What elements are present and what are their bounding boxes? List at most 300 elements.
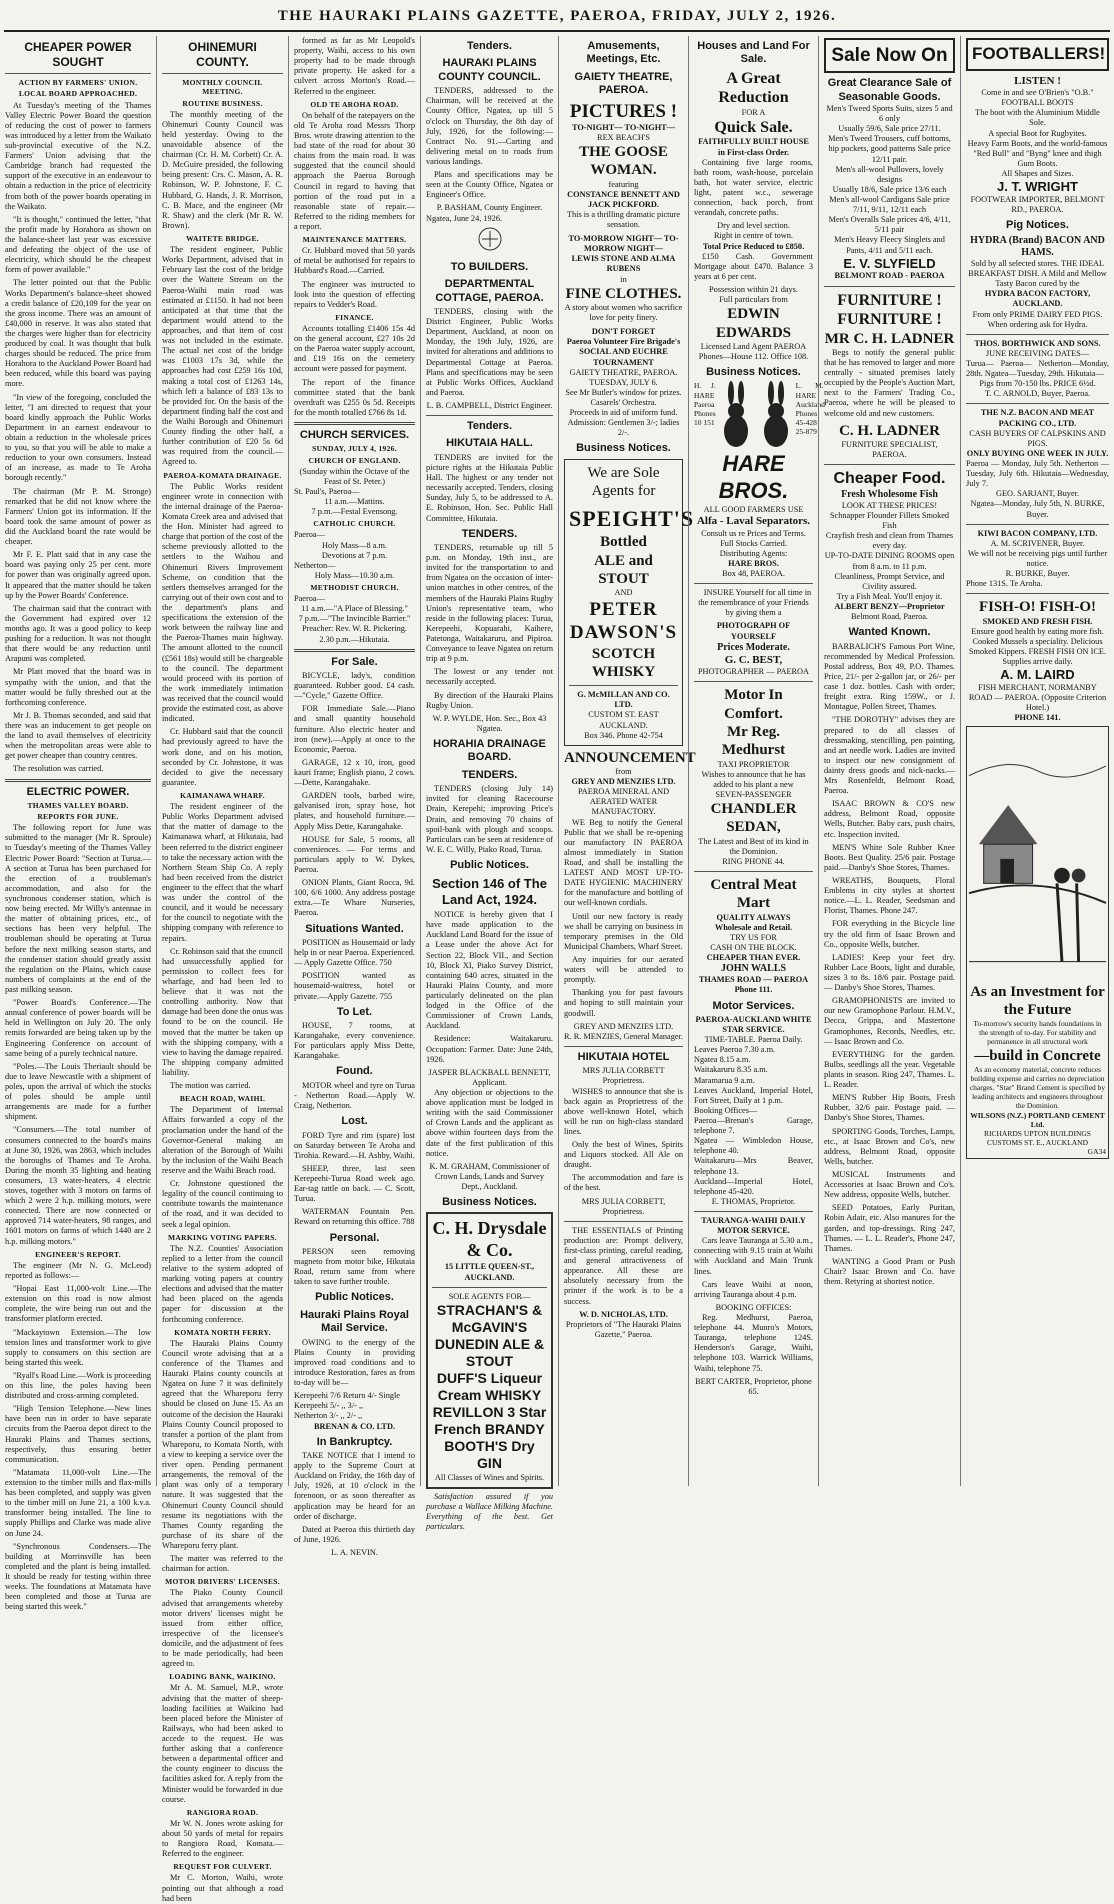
classified-ad: LADIES! Keep your feet dry. Rubber Lace Boots, light and durable, sizes 3 to 8s. 18/6 pair. Postage paid. — Danby's Shoe Stores, Thames. bbox=[824, 952, 955, 993]
subhead: KOMATA NORTH FERRY. bbox=[174, 1327, 271, 1337]
classified-ad: SPORTING Goods, Torches, Lamps, etc., at Isaac Brown and Co's, new address, Belmont Road, opposite Wells, butcher. bbox=[824, 1126, 955, 1166]
paragraph: The following report for June was submitted to the manager (Mr R. Sproule) to Tuesday's meeting of the Thames Valley Electric Power Board: "Section at Turua.—A section at Turua has been purchased for the erection of a troubleman's accommodation, and also for the synchronous condenser station, which is now being erected. Mr Willy's antennae in the matter of obtaining prices, etc., of sections has been very helpful. The troubleman should be operating at Turua before the next milking season starts, and the condenser station should greatly assist the regulation on the Plains, which cause numbers of complaints at the end of the past milking season. bbox=[5, 823, 151, 994]
drysdale-product: DUFF'S Liqueur Cream WHISKY bbox=[436, 1370, 543, 1404]
tender-text: TENDERS are invited for the picture rights at the Hikutaia Public Hall. The highest or any tender not necessarily accepted. Tenders, closing Sunday, July 5, to be addressed to A. E. Robinson, Hon. Sec. Public Hall Committee, Hikutaia. bbox=[426, 452, 553, 523]
sale-item: Men's Overalls Sale prices 4/6, 4/11, 5/11 pair bbox=[828, 215, 951, 235]
section-pig-notices: Pig Notices. bbox=[1006, 219, 1069, 232]
service-line: Paeroa—Brenan's Garage, telephone 7. bbox=[694, 1116, 813, 1136]
hare-line: Consult us re Prices and Terms. bbox=[701, 528, 806, 538]
sale-item: Men's all-wool Pullovers, lovely designs bbox=[835, 164, 944, 184]
subhead: CHURCH OF ENGLAND. bbox=[308, 455, 401, 465]
photo-line: PHOTOGRAPHER — PAEROA bbox=[697, 667, 810, 677]
church-line: Preacher: Rev. W. R. Pickering. bbox=[302, 624, 407, 634]
paragraph: Accounts totalling £1406 15s 4d on the general account, £27 10s 2d on the Paeroa water supply account, and £19 16s on the cemetery account were passed for payment. bbox=[294, 324, 415, 374]
ladner-line: FURNITURE SPECIALIST, PAEROA. bbox=[841, 439, 938, 460]
paragraph: "It is thought," continued the letter, "that the profit made by Horahora as shown on the balance-sheet last year was excessive and defeating the object of the use of electricity, which should be the cheapest form of power available." bbox=[5, 214, 151, 275]
meat-line: THAMES ROAD — PAEROA Phone 111. bbox=[698, 975, 809, 995]
photo-line: INSURE Yourself for all time in the remembrance of your Friends by giving them a bbox=[698, 588, 812, 618]
mcmillan-address: CUSTOM ST. EAST AUCKLAND. bbox=[588, 710, 659, 730]
classified-ad: BARBALICH'S Famous Port Wine, recommended by Medical Profession. Postal address, Box 49, P.O. Thames. Price, 21/- per 2-gallon jar, or 26/- per case 1 doz. bottles. Cash with order; freight extra. Ring 159W., or J. Montague, Pollen Street, Thames. bbox=[824, 641, 955, 712]
church-line: 7 p.m.—Festal Evensong. bbox=[311, 507, 398, 517]
classified-ad: WATERMAN Fountain Pen. Reward on returning this office. 788 bbox=[294, 1207, 415, 1227]
fish-line: PHONE 141. bbox=[1014, 713, 1061, 723]
photo-line: G. C. BEST, bbox=[724, 653, 783, 666]
classified-ad: EVERYTHING for the garden. Bulbs, seedlings all the year. Vegetable plants in season. Ring 247, Thames. L. L. Reader. bbox=[824, 1049, 955, 1090]
section-houses-land: Houses and Land For Sale. bbox=[697, 40, 810, 66]
paragraph: "Consumers.—The total number of consumers connected to the board's mains at June 30, 1926, was 2863, which includes the boroughs of Thames and Te Aroha. During the month 35 lighting and heating consumers, 13 water-heaters, 4 electric stoves, together with 3 motors on farms of which 2 were 2 h.p. milking motors, were connected. There are now connected or approved 714 water-heaters, 98 ranges, and 1601 motors on farms of which 1440 are 2 h.p. milking motors." bbox=[5, 1125, 151, 1246]
notice-signature: L. A. NEVIN. bbox=[331, 1548, 378, 1558]
service-line: Maramarua 9 a.m. bbox=[694, 1075, 755, 1085]
fish-line: LOOK AT THESE PRICES! bbox=[841, 500, 938, 510]
classified-ad: MUSICAL Instruments and Accessories at Isaac Brown and Co's. New address, opposite Wells, butcher. bbox=[824, 1169, 955, 1200]
paragraph: The Piako County Council advised that arrangements whereby motor drivers' licenses might be issued from either office, irrespective of the licensee's domicile, and the adjustment of fees to be made periodically, had been agreed to. bbox=[162, 1588, 283, 1669]
subhead: LOCAL BOARD APPROACHED. bbox=[18, 89, 138, 99]
tender-heading: TO BUILDERS. bbox=[450, 260, 529, 273]
subhead: THAMES VALLEY BOARD. bbox=[27, 800, 129, 810]
theatre-line: LEWIS STONE AND ALMA RUBENS bbox=[571, 254, 676, 274]
meat-heading: Central Meat Mart bbox=[710, 876, 797, 912]
divider bbox=[162, 73, 283, 74]
tender-signature: P. BASHAM, County Engineer. bbox=[436, 203, 543, 213]
theatre-line: This is a thrilling dramatic picture sensation. bbox=[566, 209, 681, 230]
section-motor-services: Motor Services. bbox=[712, 999, 795, 1012]
divider bbox=[966, 593, 1109, 594]
pig-line: JUNE RECEIVING DATES— bbox=[985, 348, 1090, 358]
divider bbox=[694, 583, 813, 584]
paragraph: "Poles.—The Louis Theriault should be due to leave Newcastle with a shipment of poles, upon the arrival of which the stocks of poles should be ample until arrangements are made for a further shipment. bbox=[5, 1061, 151, 1122]
divider bbox=[294, 649, 415, 652]
classified-ad: MEN'S White Sole Rubber Knee Boots. Best Quality. 25/6 pair. Postage paid.—Danby's Shoe Stores, Thames. bbox=[824, 842, 955, 872]
classified-ad: WANTING a Good Pram or Push Chair? Isaac Brown and Co. have them. Retyring at shortest notice. bbox=[824, 1256, 955, 1287]
service-heading: TAURANGA-WAIHI DAILY MOTOR SERVICE. bbox=[701, 1215, 806, 1236]
subhead: PAEROA-KOMATA DRAINAGE. bbox=[163, 470, 282, 480]
tender-text: TENDERS, addressed to the Chairman, will be received at the County Office, Ngatea, up till 5 o'clock on Thursday, the 8th day of July, 1926, for the following:—Contract No. 91.—Carting and delivering metal on to roads from various landings. bbox=[426, 86, 553, 166]
section-public-notices: Public Notices. bbox=[450, 859, 529, 871]
service-line: BOOKING OFFICES: bbox=[715, 1302, 792, 1312]
theatre-line: REX BEACH'S bbox=[597, 132, 650, 142]
notice-text: NOTICE is hereby given that I have made application to the Auckland Land Board for the issue of a Lease under the above Act for Section 22, Block VII., and Section 10, Block XI, Piako Survey District, containing 640 acres, situated in the Hauraki Plains County, and more particularly delineated on the plan lodged in the Office of the Commissioner of Crown Lands, Auckland. bbox=[426, 910, 553, 1031]
drysdale-address: 15 LITTLE QUEEN-ST., AUCKLAND. bbox=[444, 1262, 535, 1282]
fish-line: SMOKED AND FRESH FISH. bbox=[982, 616, 1093, 626]
classified-ad: ISAAC BROWN & CO'S new address, Belmont Road, opposite Wells, Butcher. Baby cars, push chairs, etc. Inspection invited. bbox=[824, 799, 955, 839]
service-line: Ngatea 8.15 a.m. bbox=[694, 1055, 751, 1065]
meat-line: CHEAPER THAN EVER. bbox=[706, 952, 801, 962]
fish-line: Cooked Mussels a speciality. Delicious Smoked Kippers. FRESH FISH ON ICE. Supplies arrive daily. bbox=[968, 636, 1107, 666]
church-line: Holy Mass—10.30 a.m. bbox=[314, 570, 395, 580]
paragraph: Mr J. B. Thomas seconded, and said that there was an inducement to get people on the land to avail themselves of electricity when the metropolitan areas were able to get power cheaper than country centres. bbox=[5, 710, 151, 761]
notice-signature: MRS JULIA CORBETT, Proprietress. bbox=[581, 1196, 666, 1216]
column-8 bbox=[960, 36, 1114, 1486]
furniture-heading: FURNITURE ! bbox=[837, 291, 942, 309]
notice-text: THE ESSENTIALS of Printing production are: Prompt delivery, first-class printing, careful reading, and general attractiveness of appearance. All these are absolutely necessary from the printer if the work is to be a success. bbox=[564, 1225, 683, 1306]
film-title: THE GOOSE WOMAN. bbox=[579, 144, 668, 179]
hare-line: Alfa - Laval Separators. bbox=[696, 515, 811, 528]
pig-line: CASH BUYERS OF CALPSKINS AND PIGS. bbox=[969, 428, 1106, 448]
motor-line: RING PHONE 44. bbox=[722, 856, 785, 866]
pictures-heading: PICTURES ! bbox=[569, 100, 678, 122]
royal-mail-heading: Hauraki Plains Royal Mail Service. bbox=[300, 1308, 409, 1335]
church-line: St. Paul's, Paeroa— bbox=[294, 486, 360, 496]
pig-line: KIWI BACON COMPANY, LTD. bbox=[977, 528, 1098, 538]
classified-ad: SEED Potatoes, Early Puritan, Robin Adair, etc. Also manures for the garden, and top-dressings. Ring 247, Thames. — L. L. Reader's, Phone 247, Thames. bbox=[824, 1203, 955, 1253]
masthead: THE HAURAKI PLAINS GAZETTE, PAEROA, FRIDAY, JULY 2, 1926. bbox=[277, 8, 837, 24]
paragraph: The resident engineer, Public Works Department, advised that in February last the cost of the bridge over the Waitete Stream on the Paeroa-Waihi main road was estimated at £1150. It had not been anticipated at that time that the department would attend to the approaches, and that item of cost was not included in the estimate. The actual net cost of the bridge was £1003 17s 3d, while the approaches had cost £259 16s 10d, making a total cost of £1263 14s, which left a balance of £83 13s to be provided for. On the basis of the department finding half the cost and the Waihi Borough and Ohinemuri County finding the other half, a further contribution of £20 5s 6d was required from the council.—Agreed to. bbox=[162, 245, 283, 467]
sale-heading: Sale Now On bbox=[824, 38, 955, 73]
reduction-line: FAITHFULLY BUILT HOUSE in First-class Order. bbox=[698, 137, 809, 157]
photo-line: PHOTOGRAPH OF YOURSELF bbox=[716, 621, 791, 641]
paragraph: Cr. Robinson said that the council had unsuccessfully applied for permission to collect fees for wharfage, and had been led to believe that it was not the controlling authority. Now that damage had been done the onus was found to be on the council. He moved that the matter be taken up with the shipping company, with a view to having the damage repaired. The shipping company admitted liability. bbox=[162, 946, 283, 1077]
church-line: (Sunday within the Octave of the Feast of St. Peter.) bbox=[299, 466, 410, 486]
column-5 bbox=[558, 36, 696, 1486]
notice-text: WE Beg to notify the General Public that we shall be re-opening our manufactory IN PAEROA almost immediately in Station Road, and shall be installing the LATEST AND MOST UP-TO-DATE HYGIENIC MACHINERY for the manufacture and bottling of our well-known cordials. bbox=[564, 817, 683, 908]
pig-line: R. BURKE, Buyer. bbox=[1005, 569, 1070, 579]
section-tenders: Tenders. bbox=[466, 420, 513, 433]
service-line: Leaves Auckland, Imperial Hotel, Fort Street, Daily at 1 p.m. bbox=[694, 1085, 813, 1105]
photo-line: Prices Moderate. bbox=[717, 641, 790, 653]
notice-text: Dated at Paeroa this thirtieth day of June, 1926. bbox=[294, 1524, 415, 1544]
section-personal: Personal. bbox=[329, 1231, 380, 1244]
sale-item: Men's Tweed Trousers, cuff bottoms, hip pockets, good patterns Sale price 12/11 pair. bbox=[828, 134, 951, 164]
theatre-line: in bbox=[620, 274, 627, 284]
fish-line: UP-TO-DATE DINING ROOMS open from 8 a.m. to 11 p.m. bbox=[824, 551, 955, 571]
hare-line: Distributing Agents: bbox=[719, 548, 788, 558]
paragraph: At Tuesday's meeting of the Thames Valley Electric Power Board the question of reducing the cost of power to farmers was introduced by a letter from the Waikato sub-provincial executive of the N.Z. Farmers' Union advising that the Cambridge branch had requested the support of the executive in an endeavour to obtain a reduction in the price of electricity from both of the power boards operating in the Waikato. bbox=[5, 100, 151, 211]
divider bbox=[569, 685, 678, 686]
subhead: ENGINEER'S REPORT. bbox=[35, 1249, 121, 1259]
divider bbox=[824, 464, 955, 465]
announcement-line: PAEROA MINERAL AND AERATED WATER MANUFACTORY. bbox=[577, 787, 670, 817]
paragraph: The resident engineer of the Public Works Department advised that the matter of damage to the Kaimanawa wharf, at Hikutaia, had been referred to the district engineer to take the necessary action with the Northern Steam Ship Co. A reply had been received from the district engineer to the effect that the wharf was under the control of the council, and it would be necessary for the council to negotiate with the shipping company with reference to repairs. bbox=[162, 802, 283, 943]
notice-text: Begs to notify the general public that he has removed to larger and more centrally - situated premises lately occupied by the People's Auction Mart, next to the Farmers' Trading Co., Paeroa, where he will be pleased to welcome old and new customers. bbox=[824, 347, 955, 418]
subhead: METHODIST CHURCH. bbox=[310, 582, 399, 592]
divider bbox=[966, 524, 1109, 525]
motor-line: Wishes to announce that he has added to his plant a new bbox=[701, 769, 806, 789]
classified-ad: HOUSE, 7 rooms, at Karangahake, every convenience. For particulars apply Miss Dette, Karangahake. bbox=[294, 1021, 415, 1061]
notice-signature: W. D. NICHOLAS, LTD. bbox=[579, 1309, 668, 1319]
motor-line: TAXI PROPRIETOR bbox=[717, 759, 790, 769]
tender-signature: L. B. CAMPBELL, District Engineer. bbox=[426, 400, 553, 410]
pig-line: Pigs from 70-150 lbs. PRICE 6½d. bbox=[979, 379, 1096, 389]
meat-line: QUALITY ALWAYS bbox=[716, 912, 791, 922]
service-line: Ngatea — Wimbledon House, telephone 40. bbox=[694, 1136, 813, 1156]
fish-line: ALBERT BENZY—Proprietor bbox=[834, 602, 945, 611]
pig-line: T. C. ARNOLD, Buyer, Paeroa. bbox=[984, 389, 1091, 399]
paragraph: "Power Board's Conference.—The annual conference of power boards will be held in Wellington on July 20. The only remits forwarded are being taken up by the Engineering Conference on account of same being of a purely technical nature. bbox=[5, 998, 151, 1058]
fish-line: Ensure good health by eating more fish. bbox=[971, 626, 1104, 636]
paragraph: "In view of the foregoing, concluded the letter, "I am directed to request that your board kindly approach the Public Works Department in an earnest endeavour to obtain a reduction in the wholesale prices to you, so that you will be able to make a reduction to your own consumers. Instead of an increase, as made to Te Aroha borough recently." bbox=[5, 392, 151, 483]
service-line: Waitakaruru—Mrs Beaver, telephone 13. bbox=[694, 1156, 813, 1176]
classified-ad: ONION Plants, Giant Rocca, 9d. 100, 6/6 1000. Any address postage extra.—Te Whare Nurseries, Paeroa. bbox=[294, 878, 415, 918]
classified-ad: WREATHS, Bouquets, Floral Emblems in city styles at shortest notice.—L. L. Reader, Seedsman and Florist, Thames. Phone 247. bbox=[824, 876, 955, 916]
reduction-price: Total Price Reduced to £850. bbox=[702, 241, 805, 251]
subhead: KAIMANAWA WHARF. bbox=[180, 790, 265, 800]
theatre-heading: GAIETY THEATRE, PAEROA. bbox=[574, 70, 673, 97]
notice-signature: GREY AND MENZIES LTD. bbox=[573, 1021, 674, 1031]
service-text: Cars leave Tauranga at 5.30 a.m., connecting with 9.15 train at Waihi with Auckland and Main Trunk lines. bbox=[694, 1236, 813, 1276]
tender-text: TENDERS, returnable up till 5 p.m. on Monday, 19th inst., are invited for the transportation to and from Ngatea on the occasion of inter-union matches in other centres, of the members of the Hauraki Plains Rugby Union's representative team, who reside in the following places: Turua, Kerepeehi, Kopuarahi, Kaihere, Patetonga, Waitakaruru, and Pipiroa. Conveyance to leave Ngatea on return trip at 9 p.m. bbox=[426, 543, 553, 664]
subhead: OLD TE AROHA ROAD. bbox=[310, 99, 399, 109]
section-amusements: Amusements, Meetings, Etc. bbox=[586, 40, 661, 66]
tender-heading: TENDERS. bbox=[461, 527, 518, 540]
meat-line: Wholesale and Retail. bbox=[714, 922, 793, 932]
divider bbox=[694, 1211, 813, 1212]
paragraph: Cr. Hubbard moved that 50 yards of metal be authorised for repairs to Hubbard's Road.—Carried. bbox=[294, 246, 415, 276]
concrete-ad bbox=[966, 726, 1109, 1159]
reduction-line: Right in centre of town. bbox=[713, 231, 794, 241]
paragraph: The chairman said that the contract with the Government had expired over 12 months ago. It was a good policy to keep pushing for a reduction. It was not thought that there would be any reduction until Arapuni was completed. bbox=[5, 603, 151, 664]
hare-contact: L. M. HARE Auckland Phones 45-428 25-879 bbox=[795, 381, 825, 437]
furniture-heading: FURNITURE ! bbox=[837, 311, 942, 329]
announcement-heading: ANNOUNCEMENT bbox=[564, 749, 696, 766]
concrete-code: GA34 bbox=[1087, 1147, 1106, 1157]
divider bbox=[5, 779, 151, 782]
hare-line: HARE BROS. bbox=[728, 558, 779, 568]
tender-heading: DEPARTMENTAL COTTAGE, PAEROA. bbox=[435, 278, 544, 304]
drysdale-product: BOOTH'S Dry GIN bbox=[444, 1438, 535, 1472]
tender-heading: HAURAKI PLAINS COUNTY COUNCIL. bbox=[438, 57, 541, 83]
paragraph: The engineer was instructed to look into the question of effecting repairs to Vedder's Road. bbox=[294, 279, 415, 309]
speights-line: SCOTCH WHISKY bbox=[591, 645, 656, 680]
paragraph: The resolution was carried. bbox=[13, 764, 104, 774]
notice-text: WISHES to announce that she is back again as Proprietress of the above well-known Hotel, which will be run on high-class standard lines. bbox=[564, 1086, 683, 1136]
paragraph: The N.Z. Counties' Association replied to a letter from the council relative to the system adopted of marking voting papers at country elections and advised that the matter had been placed on the agenda paper for discussion at the forthcoming conference. bbox=[162, 1243, 283, 1324]
theatre-line: DON'T FORGET bbox=[591, 327, 656, 337]
paragraph: Mr Platt moved that the board was in sympathy with the union, and that the matter would be fully threshed out at the forthcoming conference. bbox=[5, 667, 151, 707]
section-lost: Lost. bbox=[341, 1115, 368, 1128]
service-line: Leaves Paeroa 7.30 a.m. bbox=[694, 1045, 776, 1055]
speights-line: AND bbox=[614, 588, 633, 598]
tender-date: Ngatea, June 24, 1926. bbox=[426, 213, 503, 223]
drysdale-line: SOLE AGENTS FOR— bbox=[448, 1291, 531, 1301]
divider bbox=[564, 1221, 683, 1222]
church-line: Paeroa— bbox=[294, 594, 325, 604]
land-act-heading: Section 146 of The Land Act, 1924. bbox=[432, 876, 547, 908]
crest-icon bbox=[426, 224, 553, 257]
meat-line: JOHN WALLS bbox=[720, 963, 787, 975]
fish-heading: FISH-O! FISH-O! bbox=[978, 599, 1097, 616]
classified-ad: "THE DOROTHY" advises they are prepared to do all classes of dressmaking, stencilling, pen painting, and art needle work. Ladies are invited to inspect our new consignment of dainty dress goods and nick-nacks.—Mrs Rosenfeldt, Belmont Road, Paeroa. bbox=[824, 715, 955, 796]
hare-line: Box 48, PAEROA. bbox=[722, 569, 785, 579]
hotel-heading: HIKUTAIA HOTEL bbox=[577, 1050, 670, 1063]
slyfield-name: E. V. SLYFIELD bbox=[843, 255, 936, 271]
service-line: Booking Offices— bbox=[694, 1105, 758, 1115]
headline-cheaper-power: CHEAPER POWER SOUGHT bbox=[24, 40, 132, 69]
sale-item: Usually 18/6, Sale price 13/6 each bbox=[832, 184, 947, 194]
theatre-line: A story about women who sacrifice love for petty finery. bbox=[564, 303, 683, 323]
pig-line: THOS. BORTHWICK AND SONS. bbox=[974, 338, 1101, 348]
headline-church-services: CHURCH SERVICES. bbox=[299, 429, 410, 442]
theatre-line: GAIETY THEATRE, PAEROA. TUESDAY, JULY 6. bbox=[569, 367, 678, 387]
paragraph: "Matamata 11,000-volt Line.—The extension to the timber mills and flax-mills has been completed, and supply was given to the timber mill on June 21, a 100 k.v.a. transformer being installed. The line to supply Phillips and Clarke was made alive on June 24. bbox=[5, 1467, 151, 1538]
hare-icon bbox=[716, 381, 756, 451]
paragraph: The matter was referred to the chairman for action. bbox=[162, 1554, 283, 1574]
hare-icon bbox=[756, 381, 796, 451]
classified-ad: MOTOR wheel and tyre on Turua - Netherton Road.—Apply W. Craig, Netherton. bbox=[294, 1080, 415, 1111]
reduction-line: Phones—House 112. Office 108. bbox=[698, 351, 809, 361]
hare-contact: H. J. HARE Paeroa Phones 10 151 bbox=[694, 381, 716, 427]
service-line: BERT CARTER, Proprietor, phone 65. bbox=[695, 1376, 812, 1396]
classified-ad: PERSON seen removing magneto from motor bike, Hikutaia Road, return same from where taken to save further trouble. bbox=[294, 1247, 415, 1287]
church-line: Netherton— bbox=[294, 560, 336, 570]
classified-ad: POSITION wanted as housemaid-waitress, hotel or private.—Apply Gazette. 755 bbox=[294, 971, 415, 1001]
pig-line: HYDRA BACON FACTORY, AUCKLAND. bbox=[984, 289, 1091, 309]
tender-text: TENDERS (closing July 14) invited for cleaning Racecourse Drain, Kerepehi; improving Price's Drain, and removing 70 chains of spoil-bank with plough and scoops. Particulars can be seen at residence of W. E. C. Willy, Piako Road, Turua. bbox=[426, 784, 553, 854]
speights-line: ALE and STOUT bbox=[594, 552, 653, 587]
section-to-let: To Let. bbox=[336, 1005, 373, 1018]
theatre-line: See Mr Butler's window for prizes. bbox=[565, 387, 682, 397]
tender-heading: HORAHIA DRAINAGE BOARD. bbox=[433, 738, 546, 764]
meat-line: TRY US FOR bbox=[730, 932, 777, 942]
section-for-sale: For Sale. bbox=[331, 655, 378, 668]
service-line: E. THOMAS, Proprietor. bbox=[711, 1196, 796, 1206]
paragraph: The Department of Internal Affairs forwarded a copy of the proclamation under the hand of the Governor-General making an alteration of the Borough of Waihi by the inclusion of the Waihi Beach reserve and the Waihi Beach road. bbox=[162, 1105, 283, 1175]
service-text: Cars leave Waihi at noon, arriving Tauranga about 4 p.m. bbox=[694, 1279, 813, 1299]
pig-line: Phone 131S. Te Aroha. bbox=[966, 579, 1043, 589]
theatre-line: TO-MORROW NIGHT— TO-MORROW NIGHT— bbox=[568, 234, 679, 254]
concrete-heading: As an Investment for the Future bbox=[970, 983, 1105, 1018]
section-found: Found. bbox=[336, 1065, 373, 1078]
pig-line: We will not be receiving pigs until further notice. bbox=[967, 548, 1108, 568]
subhead: REPORTS FOR JUNE. bbox=[37, 812, 119, 822]
section-situations-wanted: Situations Wanted. bbox=[305, 922, 404, 935]
divider bbox=[294, 422, 415, 425]
theatre-line: TO-NIGHT— TO-NIGHT— bbox=[571, 122, 676, 132]
headline-ohinemuri-county: OHINEMURI COUNTY. bbox=[188, 40, 257, 69]
concrete-line: As an economy material, concrete reduces building expense and carries no depreciation charges. "Star" Brand Cement is specified by leading architects and engineers throughout the Dominion. bbox=[969, 1064, 1106, 1111]
ladner-name: C. H. LADNER bbox=[839, 422, 940, 439]
pig-line: A. M. SCRIVENER, Buyer. bbox=[990, 538, 1085, 548]
fish-line: Try a Fish Meal. You'll enjoy it. bbox=[836, 591, 943, 601]
hotel-line: MRS JULIA CORBETT Proprietress. bbox=[582, 1066, 665, 1086]
notice-text: OWING to the energy of the Plains County in providing improved road conditions and to introduce Restoration, fares as from to-day will be— bbox=[294, 1337, 415, 1388]
concrete-heading: —build in Concrete bbox=[974, 1047, 1101, 1064]
tender-text: The lowest or any tender not necessarily accepted. bbox=[426, 667, 553, 687]
paragraph: Cr. Hubbard said that the council had previously agreed to have the work done, and on his motion, seconded by Cr. Johnstone, it was decided to give the necessary guarantee. bbox=[162, 727, 283, 787]
pig-line: HYDRA (Brand) BACON AND HAMS. bbox=[970, 234, 1105, 258]
paragraph: Mr C. Morton, Waihi, wrote pointing out that although a road had been bbox=[162, 1873, 283, 1903]
paragraph: The report of the finance committee stated that the bank overdraft was £255 0s 5d. Receipts for the month totalled £766 8s 1d. bbox=[294, 377, 415, 417]
classified-ad: FOR everything in the Bicycle line try the old firm of Isaac Brown and Co., opposite Wells, butcher. bbox=[824, 919, 955, 949]
slyfield-address: BELMONT ROAD - PAEROA bbox=[834, 271, 945, 281]
column-6 bbox=[688, 36, 825, 1486]
classified-ad: GARDEN tools, barbed wire, galvanised iron, spray hose, hot plates, and household furniture.—Apply Miss Dette, Karangahake. bbox=[294, 791, 415, 831]
speights-ad bbox=[564, 459, 695, 746]
subhead: WAITETE BRIDGE. bbox=[186, 233, 259, 243]
notice-text: Residence: Waitakaruru. Occupation: Farmer. Date: June 24th, 1926. bbox=[426, 1034, 553, 1064]
paragraph: The engineer (Mr N. G. McLeod) reported as follows:— bbox=[5, 1260, 151, 1280]
divider bbox=[694, 681, 813, 682]
notice-text: The accommodation and fare is of the best. bbox=[564, 1173, 683, 1193]
speights-brand: SPEIGHT'S bbox=[569, 506, 695, 532]
service-line: Auckland—Imperial Hotel, telephone 45-420. bbox=[694, 1176, 813, 1196]
notice-text: TAKE NOTICE that I intend to apply to the Supreme Court at Auckland on Friday, the 16th day of July, 1926, at 10 o'clock in the forenoon, or as soon thereafter as application may be heard for an order of discharge. bbox=[294, 1451, 415, 1521]
theatre-line: Casarels' Orchestra. bbox=[590, 397, 657, 407]
motor-line: SEVEN-PASSENGER bbox=[715, 789, 792, 799]
divider bbox=[966, 334, 1109, 335]
subhead: CATHOLIC CHURCH. bbox=[313, 519, 396, 529]
paragraph: The chairman (Mr P. M. Stronge) remarked that he did not know where the Farmers' Union got its information. If the board took the same amount of power as did the Auckland board the rate would be cheaper. bbox=[5, 486, 151, 547]
fish-line: Schnapper Flounder Fillets Smoked Fish bbox=[829, 511, 950, 531]
notice-signature: Proprietors of "The Hauraki Plains Gazette," Paeroa. bbox=[565, 1319, 682, 1339]
paragraph: The letter pointed out that the Public Works Department's balance-sheet showed a credit balance of £20,109 for the year on the gross income. There was an amount of £40,000 in reserve. It was also stated that the charges were higher than for electricity produced by coal. It was thought that bulk charges should be reduced. The price from Horahora to the Auckland Power Board had been reduced, while this board was paying more. bbox=[5, 278, 151, 389]
paragraph: The monthly meeting of the Ohinemuri County Council was held yesterday. Owing to the unavoidable absence of the chairman (Cr. H. M. Corbett) Cr. A. D. McGuire presided, the following being present: Crs. C. Mason, A. R. Robinson, W. P. Johnstone, F. C. Hubbard, G. Hands, J. R. Morrison, C. B. Mace, and the engineer (Mr R. Shaw) and the clerk (Mr R. W. Brown). bbox=[162, 109, 283, 230]
reduction-line: Possession within 21 days. bbox=[709, 285, 798, 294]
drysdale-ad bbox=[426, 1212, 553, 1488]
fish-line: Fresh Wholesome Fish bbox=[841, 488, 938, 500]
notice-text: Containing five large rooms, bath room, wash-house, porcelain bath, hot water service, electric light, patent w.c., sewerage connection, back porch, front verandah, concrete paths. bbox=[694, 157, 813, 218]
sale-subheading: Great Clearance Sale of Seasonable Goods. bbox=[827, 77, 952, 103]
theatre-line: Paeroa Volunteer Fire Brigade's SOCIAL AND EUCHRE TOURNAMENT bbox=[566, 337, 681, 367]
theatre-line: Proceeds in aid of uniform fund. Admission: Gentlemen 3/-; ladies 2/-. bbox=[567, 408, 680, 438]
pig-line: Turua— Paeroa— Netherton—Monday, 28th. Ngatea—Tuesday, 29th. Hikutaia— bbox=[966, 358, 1109, 379]
film-title: FINE CLOTHES. bbox=[565, 285, 682, 302]
footballers-line: LISTEN ! bbox=[1014, 74, 1061, 87]
pig-line: GEO. SARJANT, Buyer. bbox=[995, 489, 1080, 499]
pig-line: ONLY BUYING ONE WEEK IN JULY. bbox=[966, 448, 1109, 458]
church-line: 11 a.m.—"A Place of Blessing." bbox=[301, 604, 408, 614]
reduction-line: Dry and level section. bbox=[717, 221, 790, 231]
drysdale-name: C. H. Drysdale & Co. bbox=[432, 1218, 547, 1261]
classified-ad: FORD Tyre and rim (spare) lost on Saturday between Te Aroha and Tirohia. Reward.—H. Ashby, Waihi. bbox=[294, 1130, 415, 1160]
classified-ad: GARAGE, 12 x 10, iron, good kauri frame; English piano, 2 cows.—Dette, Karangahake. bbox=[294, 757, 415, 788]
drysdale-line: All Classes of Wines and Spirits. bbox=[434, 1472, 545, 1482]
footballers-line: All Shapes and Sizes. bbox=[1001, 169, 1074, 179]
fish-line: Belmont Road, Paeroa. bbox=[851, 612, 928, 622]
pig-line: Sold by all selected stores. THE IDEAL BREAKFAST DISH. A Mild and Mellow Tasty Bacon cured by the bbox=[968, 258, 1107, 289]
fare-signature: BRENAN & CO. LTD. bbox=[313, 1421, 396, 1431]
hare-logo: HARE BROS. bbox=[718, 451, 789, 504]
paragraph: Mr W. N. Jones wrote asking for about 50 yards of metal for repairs to Rangiora Road, Komata.—Referred to the engineer. bbox=[162, 1818, 283, 1859]
meat-line: CASH ON THE BLOCK. bbox=[710, 942, 797, 952]
paragraph: "High Tension Telephone.—New lines have been run in order to have separate circuits from the Paeroa depot direct to the Hauraki Plains and Thames sections, respectively, thus ensuring better communication. bbox=[5, 1404, 151, 1464]
reduction-line: Full particulars from bbox=[719, 295, 788, 305]
notice-signature: K. M. GRAHAM, Commissioner of Crown Lands, Lands and Survey Dept., Auckland. bbox=[429, 1161, 550, 1191]
pig-line: From only PRIME DAIRY FED PIGS. When ordering ask for Hydra. bbox=[972, 309, 1103, 329]
tender-text: Plans and specifications may be seen at the County Office, Ngatea or Engineer's Office. bbox=[426, 170, 553, 200]
fare-line: Kerepeehi 5/- ,, 3/- ,, bbox=[294, 1401, 364, 1411]
paragraph: "Hopai East 11,000-volt Line.—The extension on this road is now almost complete, the wire being run out and the transformer platform erected. bbox=[5, 1284, 151, 1324]
fish-line: Cleanliness, Prompt Service, and Civility assured. bbox=[834, 571, 945, 591]
paragraph: Mr A. M. Samuel, M.P., wrote advising that the matter of sheep-loading facilities at Waikino had been placed before the Minister of Railways, who had been asked to accede to the request. He was further asking that a conference between a departmental officer and the county engineer to discuss the facilities asked for. A reply from the Minister would be forwarded in due course. bbox=[162, 1683, 283, 1804]
tender-text: By direction of the Hauraki Plains Rugby Union. bbox=[426, 690, 553, 710]
notice-text: Until our new factory is ready we shall be carrying on business in temporary premises in the Old Municipal Chambers, Wharf Street. bbox=[564, 911, 683, 951]
divider bbox=[694, 871, 813, 872]
pig-line: Paeroa — Monday, July 5th. Netherton —Tuesday, July 6th. Hikutaia—Wednesday, July 7. bbox=[966, 458, 1109, 489]
notice-signature: R. R. MENZIES, General Manager. bbox=[564, 1031, 683, 1041]
notice-text: Only the best of Wines, Spirits and Liquors stocked. All Ale on draught. bbox=[564, 1140, 683, 1170]
church-line: 11 a.m.—Mattins. bbox=[324, 497, 385, 507]
church-line: Devotions at 7 p.m. bbox=[321, 550, 388, 560]
classified-ad: BICYCLE, lady's, condition guaranteed. Rubber good. £4 cash.—"Cycle," Gazette Office. bbox=[294, 671, 415, 701]
classified-ad: HOUSE for Sale, 5 rooms, all conveniences. — For terms and particulars apply to W. Dykes, Paeroa. bbox=[294, 834, 415, 875]
classified-ad: SHEEP, three, last seen Kerepeehi-Turua Road week ago. Ear-tag tattle on back. — C. Scott, Turua. bbox=[294, 1163, 415, 1204]
divider bbox=[5, 73, 151, 74]
fish-line: FISH MERCHANT, NORMANBY ROAD — PAEROA. (Opposite Criterion Hotel.) bbox=[968, 682, 1107, 713]
sale-item: Men's Tweed Sports Suits, sizes 5 and 6 only bbox=[826, 103, 953, 124]
motor-line: Mr Reg. Medhurst bbox=[721, 724, 786, 759]
wright-line: FOOTWEAR IMPORTER, BELMONT RD., PAEROA. bbox=[970, 194, 1105, 215]
paragraph: On behalf of the ratepayers on the old Te Aroha road Messrs Thorp Bros. wrote drawing attention to the bad state of the road for about 30 chains from the main road. It was suggested that the council should approach the Paeroa Borough Council in regard to having that portion of the road put in a reasonable state of repair.—Referred to the riding members for a report. bbox=[294, 110, 415, 231]
pig-line: THE N.Z. BACON AND MEAT PACKING CO., LTD. bbox=[980, 408, 1095, 428]
sale-item: Usually 59/6, Sale price 27/11. bbox=[838, 124, 941, 134]
concrete-illustration-icon bbox=[969, 729, 1106, 979]
subhead: BEACH ROAD, WAIHI. bbox=[179, 1094, 266, 1104]
mcmillan-name: G. McMILLAN AND CO. LTD. bbox=[577, 690, 670, 710]
divider bbox=[824, 286, 955, 287]
notice-text: £150 Cash. Government Mortgage about £470. Balance 3 years at 6 per cent. bbox=[694, 251, 813, 281]
wallace-ad: Satisfaction assured if you purchase a Wallace Milking Machine. Everything of the best. Get particulars. bbox=[426, 1491, 553, 1531]
drysdale-product: REVILLON 3 Star French BRANDY bbox=[432, 1404, 547, 1438]
